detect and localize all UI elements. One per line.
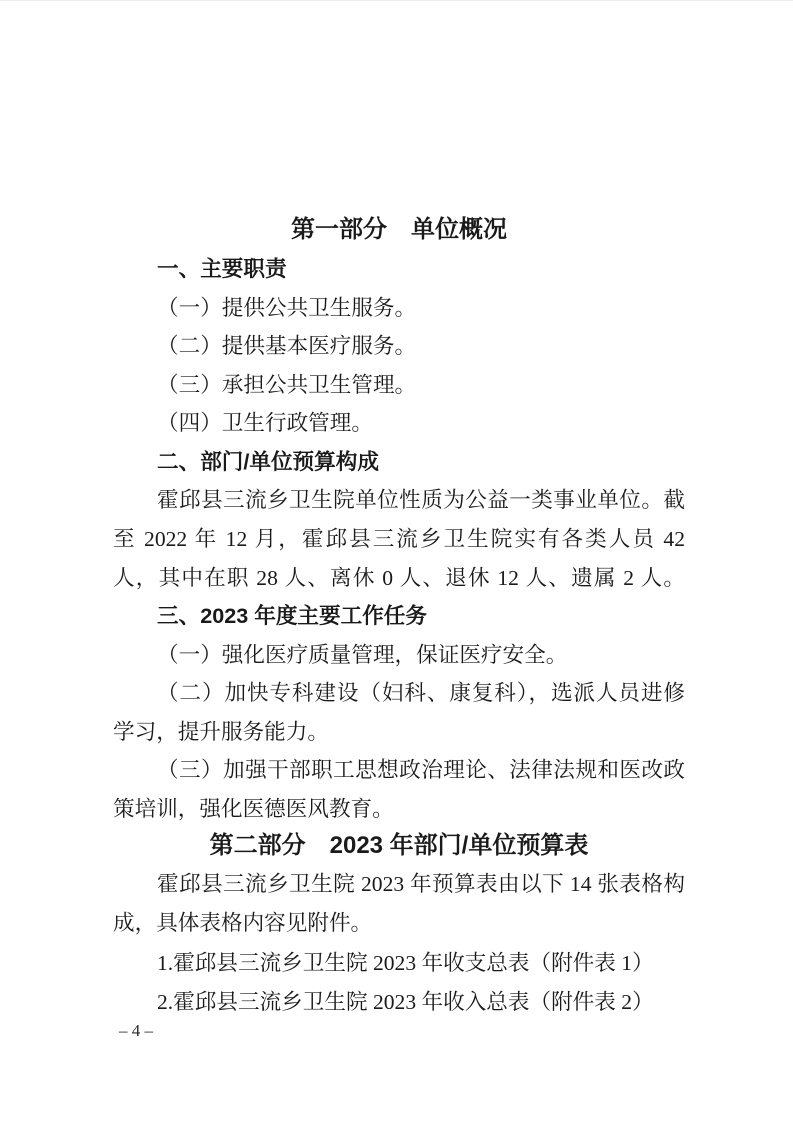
- part2-table-list-item-2: 2.霍邱县三流乡卫生院 2023 年收入总表（附件表 2）: [157, 990, 654, 1014]
- part1-section3-task3-line-1: （三）加强干部职工思想政治理论、法律法规和医改政: [157, 758, 685, 782]
- part1-section3-heading: 三、2023 年度主要工作任务: [157, 603, 427, 628]
- part1-title: 第一部分 单位概况: [291, 216, 507, 243]
- part1-section2-heading: 二、部门/单位预算构成: [157, 449, 379, 474]
- part1-section2-paragraph-line-2: 至 2022 年 12 月，霍邱县三流乡卫生院实有各类人员 42: [113, 527, 685, 551]
- part1-section1-heading: 一、主要职责: [157, 256, 287, 281]
- part1-section1-item-3: （三）承担公共卫生管理。: [157, 373, 417, 397]
- part1-section2-paragraph-line-3: 人，其中在职 28 人、离休 0 人、退休 12 人、遗属 2 人。: [113, 566, 685, 590]
- part1-section1-item-1: （一）提供公共卫生服务。: [157, 296, 417, 320]
- part2-intro-line-2: 成，具体表格内容见附件。: [113, 911, 373, 935]
- page-number: – 4 –: [119, 1021, 153, 1040]
- part2-table-list-item-1: 1.霍邱县三流乡卫生院 2023 年收支总表（附件表 1）: [157, 951, 654, 975]
- part2-intro-line-1: 霍邱县三流乡卫生院 2023 年预算表由以下 14 张表格构: [157, 872, 685, 896]
- part1-section1-item-2: （二）提供基本医疗服务。: [157, 334, 417, 358]
- part1-section3-task1: （一）强化医疗质量管理，保证医疗安全。: [157, 643, 568, 667]
- part1-section1-item-4: （四）卫生行政管理。: [157, 411, 373, 435]
- part1-section3-task2-line-2: 学习，提升服务能力。: [113, 720, 329, 744]
- part1-section2-paragraph-line-1: 霍邱县三流乡卫生院单位性质为公益一类事业单位。截: [157, 488, 685, 512]
- part2-title: 第二部分 2023 年部门/单位预算表: [209, 832, 589, 859]
- part1-section3-task3-line-2: 策培训，强化医德医风教育。: [113, 797, 394, 821]
- part1-section3-task2-line-1: （二）加快专科建设（妇科、康复科），选派人员进修: [157, 681, 685, 705]
